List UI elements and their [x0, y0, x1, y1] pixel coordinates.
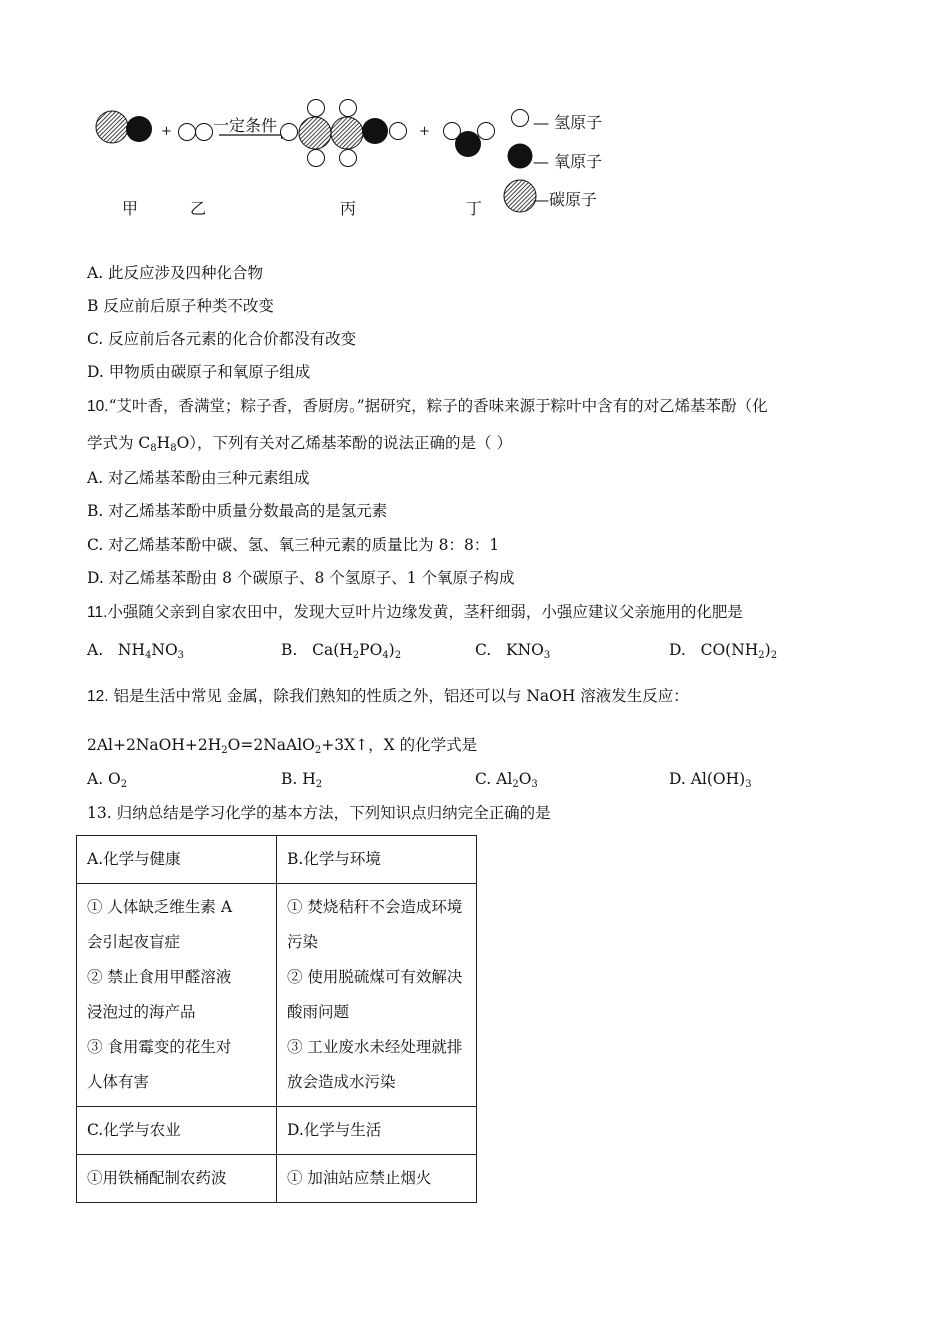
- cell-a-content: ① 人体缺乏维生素 A 会引起夜盲症 ② 禁止食用甲醛溶液 浸泡过的海产品 ③ 食用霉变的花生对 人体有害: [77, 884, 277, 1107]
- label-ding: 丁: [466, 199, 483, 218]
- cell-a-title: A.化学与健康: [77, 836, 277, 884]
- q11-option-d: D. $CO(NH_2)_2$: [669, 641, 778, 661]
- label-bing: 丙: [340, 199, 357, 218]
- q9-option-d: D. 甲物质由碳原子和氧原子组成: [87, 363, 311, 381]
- plus-sign-1: +: [161, 124, 172, 139]
- q12-option-b: B. $H_2$: [281, 770, 323, 790]
- cell-b-content: ① 焚烧秸秆不会造成环境 污染 ② 使用脱硫煤可有效解决 酸雨问题 ③ 工业废水未经处理就排 放会造成水污染: [277, 884, 477, 1107]
- q10-stem-line2: 学式为 $C_8H_8O$），下列有关对乙烯基苯酚的说法正确的是（ ）: [87, 434, 512, 454]
- q10-option-d: D. 对乙烯基苯酚由 8 个碳原子、8 个氢原子、1 个氧原子构成: [87, 569, 515, 587]
- cell-d-content: ① 加油站应禁止烟火: [277, 1155, 477, 1203]
- q11-number: 11.: [87, 604, 108, 621]
- oxygen-atom-icon: [508, 144, 533, 169]
- q11-option-b: B. $Ca(H_2PO_4)_2$: [281, 641, 402, 661]
- q11-option-c: C. $KNO_3$: [475, 641, 551, 661]
- label-yi: 乙: [190, 199, 207, 218]
- q12-stem: 12. 铝是生活中常见 金属，除我们熟知的性质之外，铝还可以与 NaOH 溶液发生反应：: [87, 687, 689, 705]
- cell-c-title: C.化学与农业: [77, 1107, 277, 1155]
- legend-carbon: —碳原子: [533, 190, 598, 209]
- molecule-bing: [281, 100, 407, 167]
- q12-option-d: D. $Al(OH)_3$: [669, 770, 752, 790]
- summary-table: [76, 835, 477, 1203]
- q10-option-c: C. 对乙烯基苯酚中碳、氢、氧三种元素的质量比为 8：8：1: [87, 536, 500, 554]
- q9-option-c: C. 反应前后各元素的化合价都没有改变: [87, 330, 357, 348]
- q12-number: 12.: [87, 688, 109, 705]
- carbon-atom-icon: [504, 180, 536, 212]
- label-jia: 甲: [122, 199, 139, 218]
- legend-oxygen: — 氧原子: [533, 152, 603, 171]
- cell-b-title: B.化学与环境: [277, 836, 477, 884]
- reaction-condition: 一定条件: [213, 116, 278, 135]
- molecule-jia: [96, 111, 152, 143]
- q11-stem: 11.小强随父亲到自家农田中，发现大豆叶片边缘发黄，茎秆细弱，小强应建议父亲施用的化肥是: [87, 603, 743, 621]
- q9-option-a: A. 此反应涉及四种化合物: [87, 264, 264, 282]
- molecule-ding: [444, 123, 495, 158]
- q11-option-a: A. $NH_4NO_3$: [87, 641, 185, 661]
- cell-d-title: D.化学与生活: [277, 1107, 477, 1155]
- legend-hydrogen: — 氢原子: [533, 113, 603, 132]
- q12-option-c: C. $Al_2O_3$: [475, 770, 538, 790]
- q12-equation: $2Al+2NaOH+2H_2O=2NaAlO_2+3X↑$，X 的化学式是: [87, 736, 478, 756]
- q13-stem: 13. 归纳总结是学习化学的基本方法，下列知识点归纳完全正确的是: [87, 804, 551, 822]
- q10-stem-line1: 10.“艾叶香，香满堂；粽子香，香厨房。”据研究，粽子的香味来源于粽叶中含有的对乙烯基苯酚（化: [87, 397, 768, 415]
- q10-number: 10.: [87, 398, 109, 415]
- molecule-yi: [179, 124, 213, 141]
- q10-option-b: B. 对乙烯基苯酚中质量分数最高的是氢元素: [87, 502, 388, 520]
- q9-option-b: B 反应前后原子种类不改变: [87, 297, 274, 315]
- plus-sign-2: +: [419, 124, 430, 139]
- hydrogen-atom-icon: [512, 110, 529, 127]
- q12-option-a: A. $O_2$: [87, 770, 128, 790]
- cell-c-content: ①用铁桶配制农药波: [77, 1155, 277, 1203]
- q10-option-a: A. 对乙烯基苯酚由三种元素组成: [87, 469, 310, 487]
- q13-number: 13.: [87, 804, 112, 822]
